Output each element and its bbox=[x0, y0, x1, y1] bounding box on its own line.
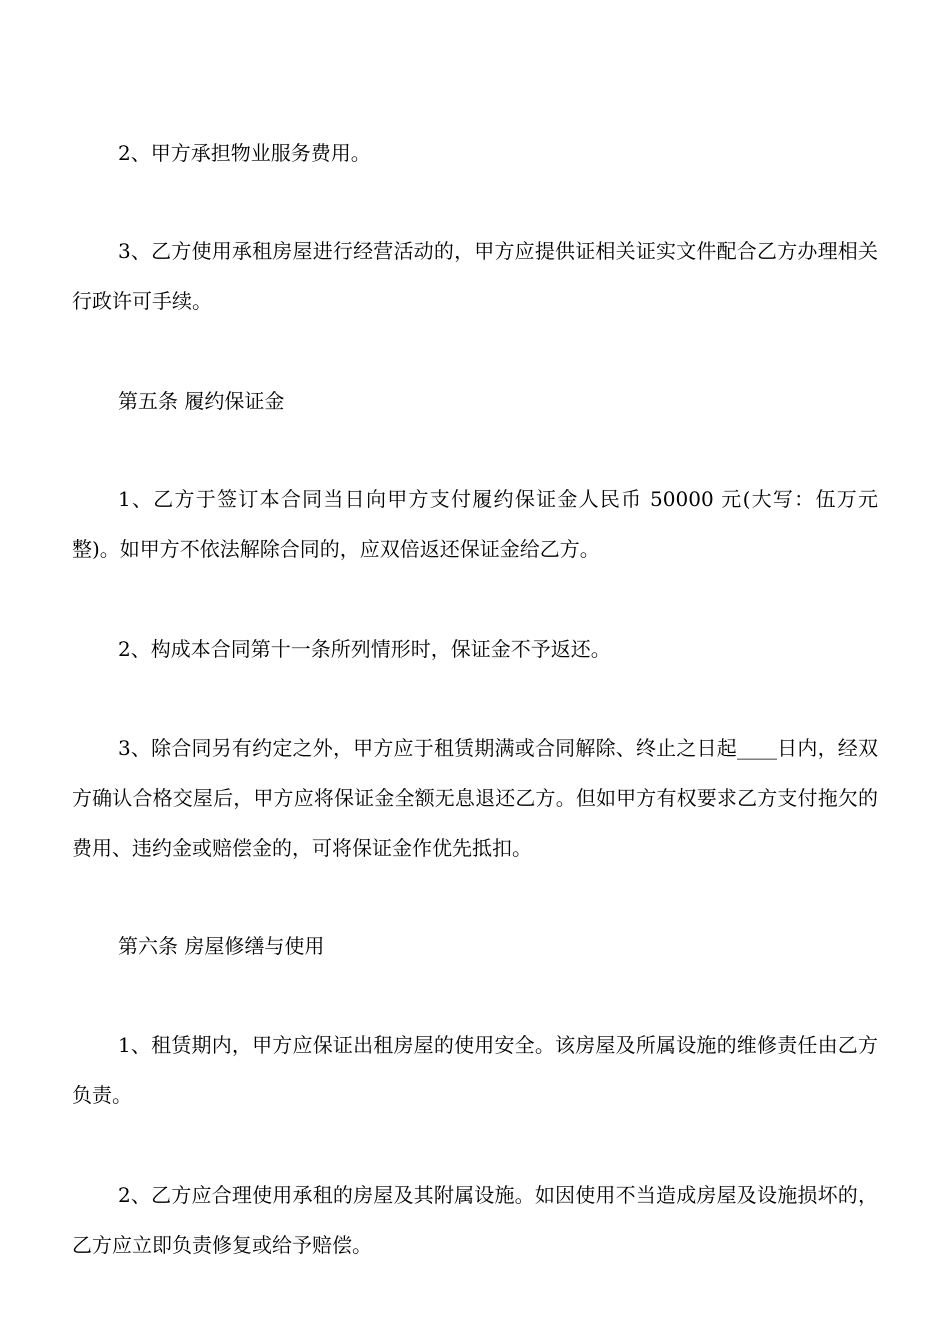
clause-5-item-3: 3、除合同另有约定之外，甲方应于租赁期满或合同解除、终止之日起____日内，经双方确认合格交屋后，甲方应将保证金全额无息退还乙方。但如甲方有权要求乙方支付拖欠的费用、违约金或赔偿金的，可将保证金作优先抵扣。 bbox=[72, 736, 878, 860]
section-heading-article-5: 第五条 履约保证金 bbox=[118, 389, 285, 413]
clause-5-item-2: 2、构成本合同第十一条所列情形时，保证金不予返还。 bbox=[118, 637, 611, 661]
clause-6-item-1: 1、租赁期内，甲方应保证出租房屋的使用安全。该房屋及所属设施的维修责任由乙方负责。 bbox=[72, 1033, 878, 1107]
clause-6-item-2: 2、乙方应合理使用承租的房屋及其附属设施。如因使用不当造成房屋及设施损坏的，乙方应立即负责修复或给予赔偿。 bbox=[72, 1183, 878, 1257]
clause-4-item-2: 2、甲方承担物业服务费用。 bbox=[118, 141, 371, 165]
section-heading-article-6: 第六条 房屋修缮与使用 bbox=[118, 934, 325, 958]
clause-4-item-3: 3、乙方使用承租房屋进行经营活动的，甲方应提供证相关证实文件配合乙方办理相关行政许可手续。 bbox=[72, 239, 878, 313]
clause-5-item-1: 1、乙方于签订本合同当日向甲方支付履约保证金人民币 50000 元(大写：伍万元整)。如甲方不依法解除合同的，应双倍返还保证金给乙方。 bbox=[72, 487, 878, 561]
